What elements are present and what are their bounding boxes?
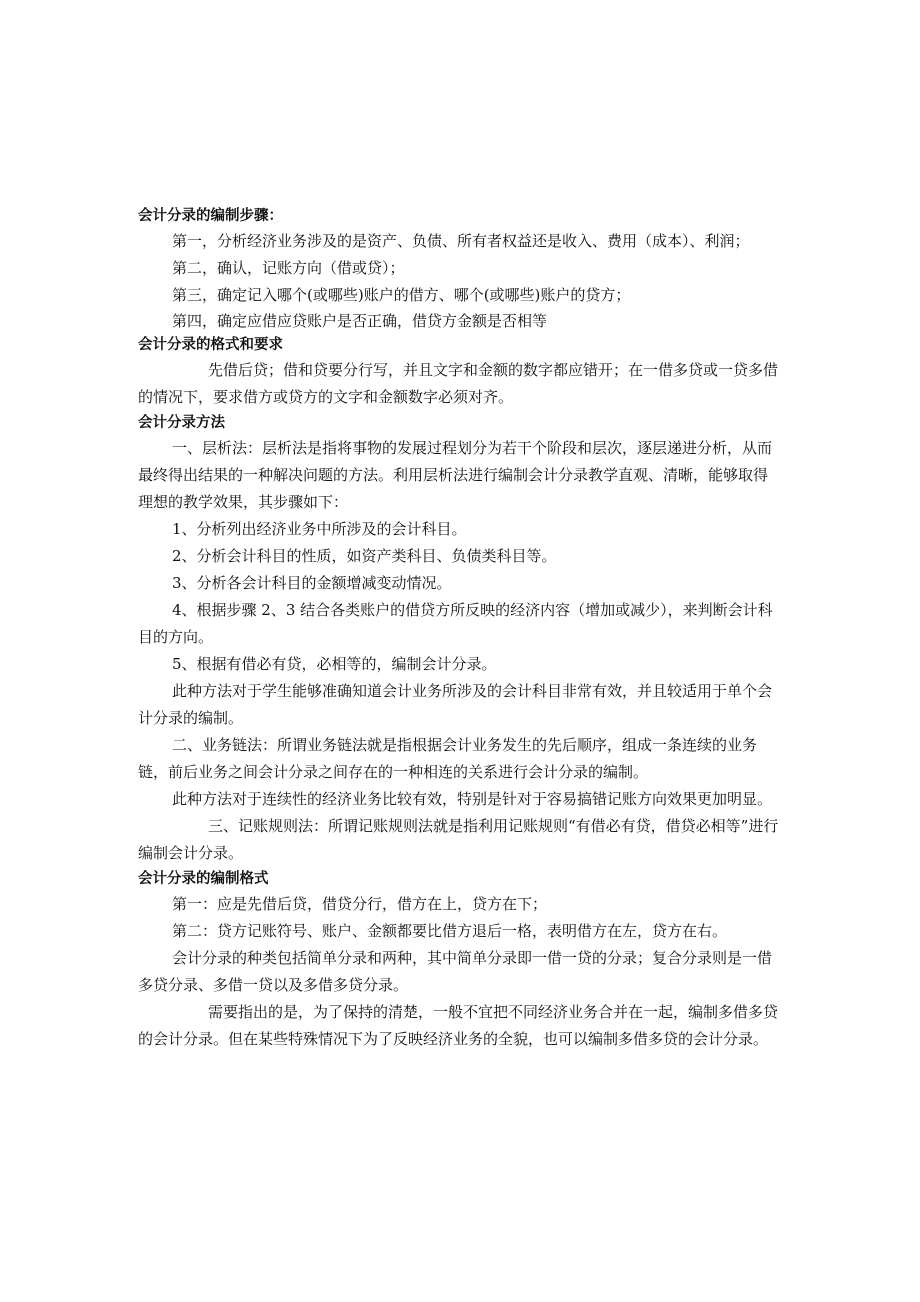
section-heading: 会计分录的格式和要求 [138, 337, 283, 353]
paragraph: 第三，确定记入哪个(或哪些)账户的借方、哪个(或哪些)账户的贷方； [172, 286, 631, 304]
section-heading: 会计分录的编制步骤： [138, 208, 283, 224]
document-body [138, 204, 782, 1053]
list-item: 1、分析列出经济业务中所涉及的会计科目。 [172, 520, 467, 538]
paragraph: 需要指出的是，为了保持的清楚，一般不宜把不同经济业务合并在一起，编制多借多贷的会计分录。但在某些特殊情况下为了反映经济业务的全貌，也可以编制多借多贷的会计分录。 [138, 1003, 779, 1048]
paragraph: 此种方法对于学生能够准确知道会计业务所涉及的会计科目非常有效，并且较适用于单个会计分录的编制。 [138, 682, 773, 727]
paragraph: 第一：应是先借后贷，借贷分行，借方在上，贷方在下； [172, 895, 548, 913]
paragraph: 三、记账规则法：所谓记账规则法就是指利用记账规则“有借必有贷，借贷必相等”进行编制会计分录。 [138, 817, 779, 862]
paragraph: 第二，确认，记账方向（借或贷）； [172, 259, 405, 277]
section-heading: 会计分录的编制格式 [138, 871, 269, 887]
paragraph: 第一，分析经济业务涉及的是资产、负债、所有者权益还是收入、费用（成本）、利润； [172, 232, 750, 250]
list-item: 2、分析会计科目的性质，如资产类科目、负债类科目等。 [172, 547, 557, 565]
paragraph: 先借后贷；借和贷要分行写，并且文字和金额的数字都应错开；在一借多贷或一贷多借的情况下，要求借方或贷方的文字和金额数字必须对齐。 [138, 361, 779, 406]
paragraph: 二、业务链法：所谓业务链法就是指根据会计业务发生的先后顺序，组成一条连续的业务链，前后业务之间会计分录之间存在的一种相连的关系进行会计分录的编制。 [138, 736, 758, 781]
paragraph: 第四，确定应借应贷账户是否正确，借贷方金额是否相等 [172, 312, 548, 330]
list-item: 5、根据有借必有贷，必相等的，编制会计分录。 [172, 655, 497, 673]
paragraph: 会计分录的种类包括简单分录和两种，其中简单分录即一借一贷的分录；复合分录则是一借多贷分录、多借一贷以及多借多贷分录。 [138, 949, 773, 994]
section-heading: 会计分录方法 [138, 415, 225, 431]
list-item: 4、根据步骤 2、3 结合各类账户的借贷方所反映的经济内容（增加或减少），来判断会计科目的方向。 [138, 601, 773, 646]
paragraph: 第二：贷方记账符号、账户、金额都要比借方退后一格，表明借方在左，贷方在右。 [172, 922, 728, 940]
paragraph: 一、层析法：层析法是指将事物的发展过程划分为若干个阶段和层次，逐层递进分析，从而最终得出结果的一种解决问题的方法。利用层析法进行编制会计分录教学直观、清晰，能够取得理想的教学效果，其步骤如下： [138, 439, 773, 511]
paragraph: 此种方法对于连续性的经济业务比较有效，特别是针对于容易搞错记账方向效果更加明显。 [172, 790, 773, 808]
list-item: 3、分析各会计科目的金额增减变动情况。 [172, 574, 452, 592]
